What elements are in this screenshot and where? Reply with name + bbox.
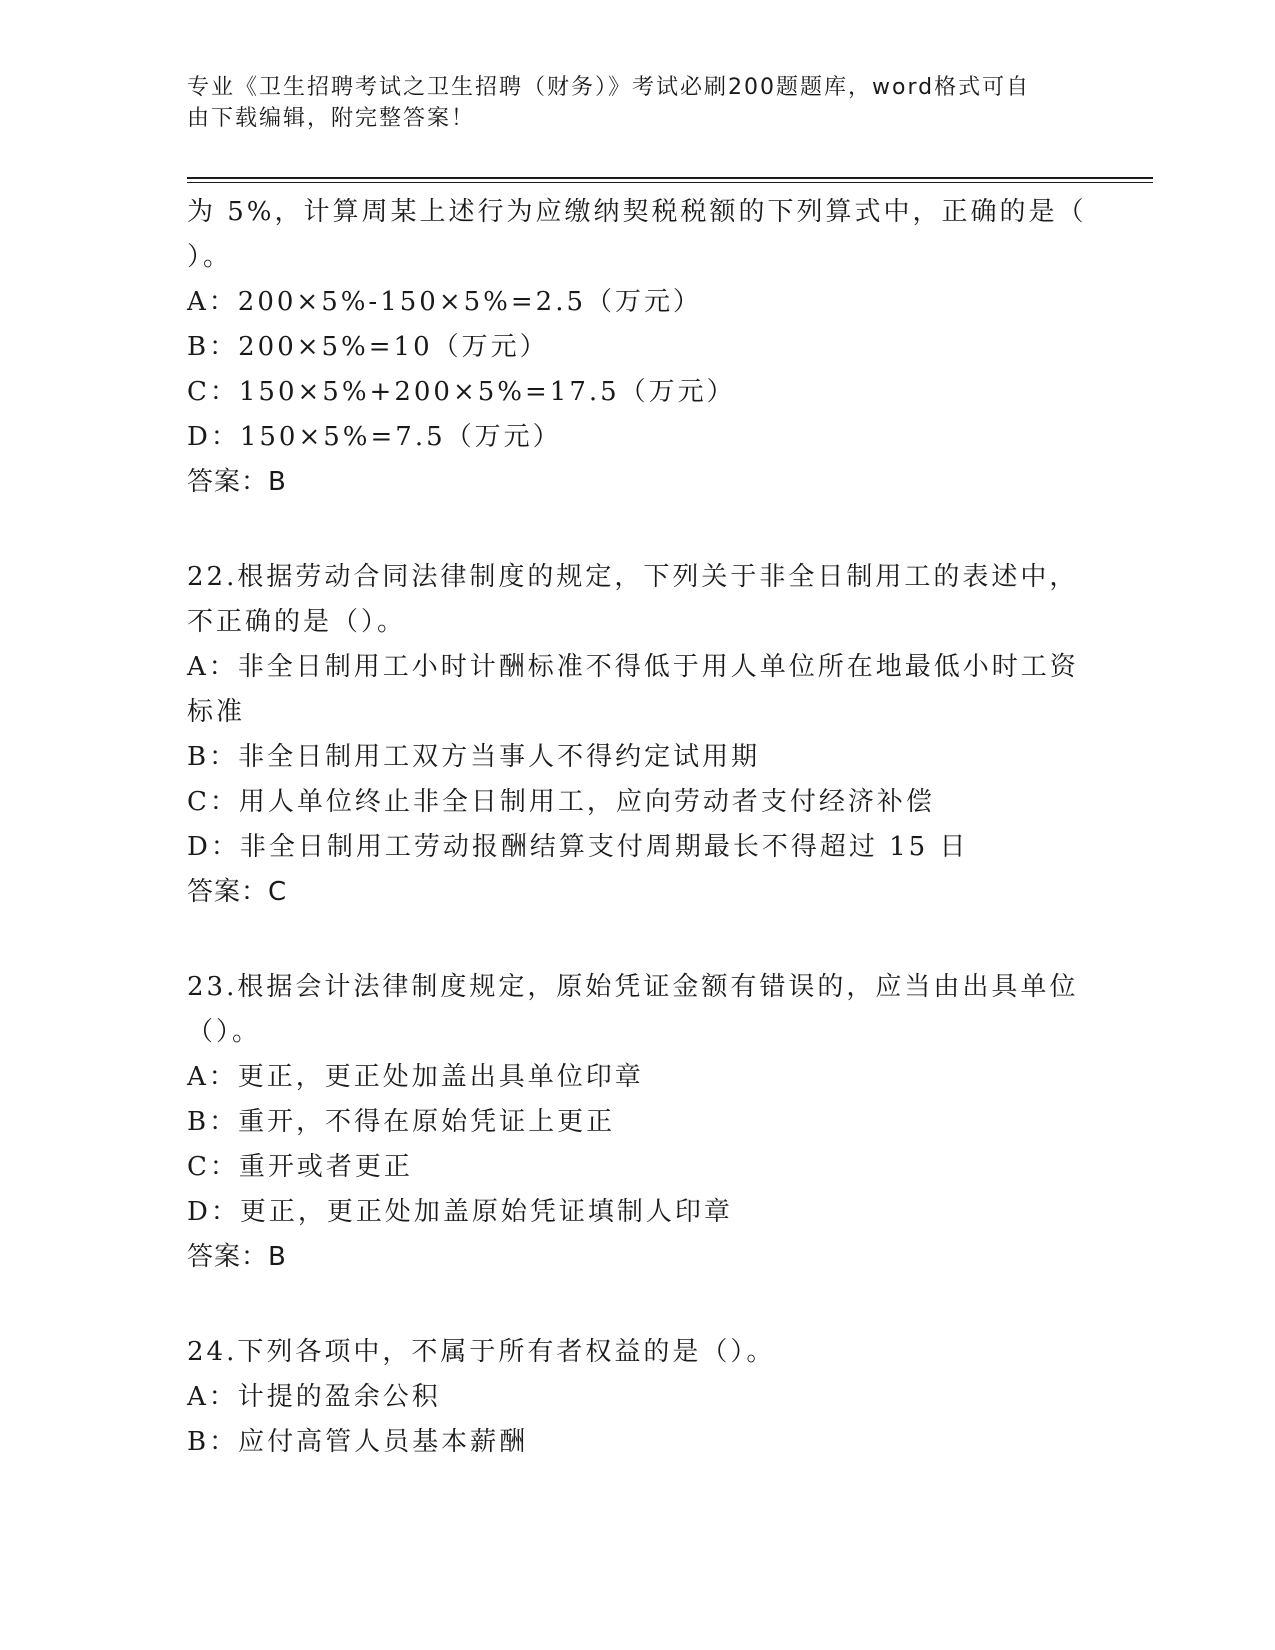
answer: 答案：B — [187, 1242, 287, 1272]
question-24 — [187, 1330, 1087, 1465]
spacer — [187, 1280, 1087, 1330]
option-d: D：150×5%=7.5（万元） — [187, 422, 562, 452]
option-d: D：非全日制用工劳动报酬结算支付周期最长不得超过 15 日 — [187, 832, 969, 862]
answer: 答案：B — [187, 467, 287, 497]
page-header — [187, 72, 1087, 134]
question-stem: 23.根据会计法律制度规定，原始凭证金额有错误的，应当由出具单位 — [187, 972, 1079, 1002]
question-stem: 24.下列各项中，不属于所有者权益的是（）。 — [187, 1337, 776, 1367]
option-b: B：重开，不得在原始凭证上更正 — [187, 1107, 616, 1137]
option-a: A：非全日制用工小时计酬标准不得低于用人单位所在地最低小时工资 — [187, 652, 1079, 682]
option-a: A：更正，更正处加盖出具单位印章 — [187, 1062, 644, 1092]
question-22 — [187, 555, 1087, 915]
header-line-1: 专业《卫生招聘考试之卫生招聘（财务）》考试必刷200题题库，word格式可自 — [187, 75, 1031, 100]
spacer — [187, 915, 1087, 965]
question-stem: 为 5%，计算周某上述行为应缴纳契税税额的下列算式中，正确的是（ — [187, 197, 1087, 227]
option-a: A：200×5%-150×5%=2.5（万元） — [187, 287, 703, 317]
header-line-2: 由下载编辑，附完整答案！ — [187, 106, 476, 131]
question-stem: 22.根据劳动合同法律制度的规定，下列关于非全日制用工的表述中， — [187, 562, 1079, 592]
question-21 — [187, 190, 1087, 505]
question-stem: ）。 — [187, 242, 233, 272]
option-b: B：非全日制用工双方当事人不得约定试用期 — [187, 742, 761, 772]
spacer — [187, 505, 1087, 555]
option-b: B：应付高管人员基本薪酬 — [187, 1427, 529, 1457]
question-stem: （）。 — [187, 1017, 262, 1047]
option-b: B：200×5%=10（万元） — [187, 332, 549, 362]
header-rule-thick — [187, 177, 1153, 179]
option-c: C：150×5%+200×5%=17.5（万元） — [187, 377, 736, 407]
question-23 — [187, 965, 1087, 1280]
header-rule-thin — [187, 182, 1153, 183]
option-c: C：用人单位终止非全日制用工，应向劳动者支付经济补偿 — [187, 787, 935, 817]
answer: 答案：C — [187, 877, 288, 907]
option-c: C：重开或者更正 — [187, 1152, 413, 1182]
option-d: D：更正，更正处加盖原始凭证填制人印章 — [187, 1197, 733, 1227]
option-a: 标准 — [187, 697, 246, 727]
option-a: A：计提的盈余公积 — [187, 1382, 441, 1412]
question-stem: 不正确的是（）。 — [187, 607, 407, 637]
question-content — [187, 190, 1087, 1465]
